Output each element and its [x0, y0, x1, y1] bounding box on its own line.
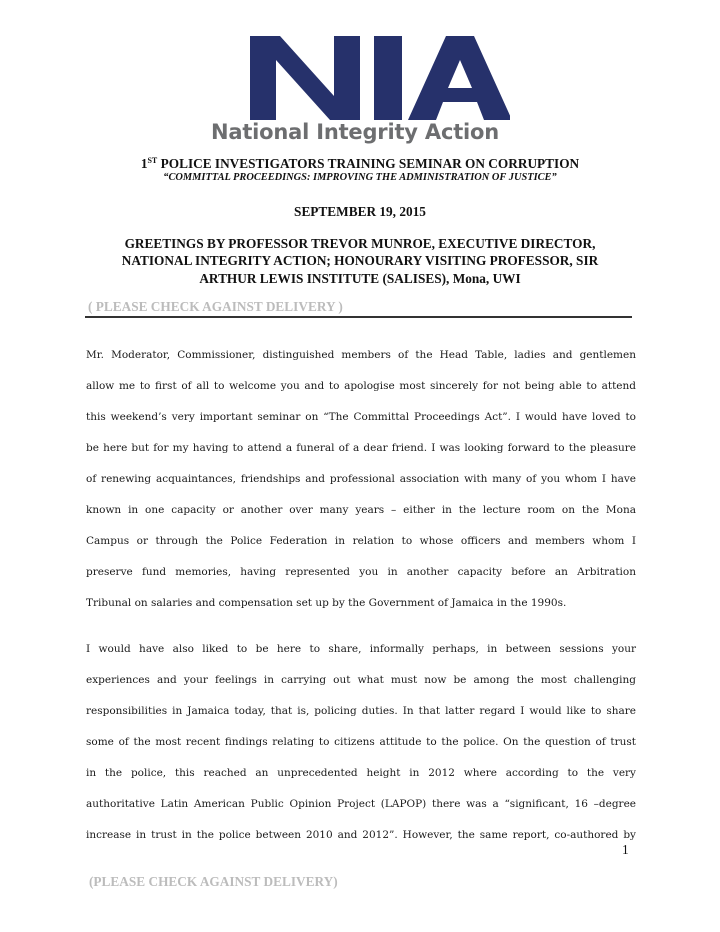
text-line: preserve fund memories, having represented you in another capacity before an Arbitration [86, 566, 636, 578]
header-divider [85, 316, 632, 318]
text-line: Mr. Moderator, Commissioner, distinguished members of the Head Table, ladies and gentlemen [86, 349, 636, 361]
text-line: some of the most recent findings relating to citizens attitude to the police. On the question of trust [86, 736, 636, 748]
greetings-line: ARTHUR LEWIS INSTITUTE (SALISES), Mona, UWI [199, 270, 521, 286]
text-line: Campus or through the Police Federation in relation to whose officers and members whom I [86, 535, 636, 547]
paragraph [86, 634, 636, 851]
check-against-delivery-bottom: (PLEASE CHECK AGAINST DELIVERY) [89, 874, 338, 889]
text-line: this weekend’s very important seminar on “The Committal Proceedings Act”. I would have loved to [86, 411, 636, 423]
greetings-line: NATIONAL INTEGRITY ACTION; HONOURARY VISITING PROFESSOR, SIR [121, 253, 599, 269]
text-line: experiences and your feelings in carrying out what must now be among the most challenging [86, 674, 636, 686]
check-against-delivery-top: ( PLEASE CHECK AGAINST DELIVERY ) [88, 299, 343, 314]
text-line: be here but for my having to attend a funeral of a dear friend. I was looking forward to the pleasure [86, 442, 636, 454]
text-line: Tribunal on salaries and compensation set up by the Government of Jamaica in the 1990s. [86, 597, 567, 609]
greetings-line: GREETINGS BY PROFESSOR TREVOR MUNROE, EXECUTIVE DIRECTOR, [124, 236, 596, 251]
speech-body [86, 340, 636, 851]
page-number: 1 [622, 842, 629, 857]
text-line: I would have also liked to be here to share, informally perhaps, in between sessions your [86, 643, 636, 655]
text-line: of renewing acquaintances, friendships and professional association with many of you whom I have [86, 473, 636, 485]
nia-logo-letters [198, 34, 510, 122]
nia-logo-tagline: National Integrity Action [210, 120, 500, 144]
text-line: in the police, this reached an unprecedented height in 2012 where according to the very [86, 767, 636, 779]
text-line: known in one capacity or another over many years – either in the lecture room on the Mona [86, 504, 636, 516]
greetings-heading [0, 235, 720, 287]
seminar-date: SEPTEMBER 19, 2015 [294, 204, 426, 219]
text-line: allow me to first of all to welcome you and to apologise most sincerely for not being able to attend [86, 380, 636, 392]
seminar-subtitle: “COMMITTAL PROCEEDINGS: IMPROVING THE ADMINISTRATION OF JUSTICE” [163, 172, 557, 183]
text-line: responsibilities in Jamaica today, that is, policing duties. In that latter regard I would like to share [86, 705, 636, 717]
nia-logo [198, 34, 510, 146]
seminar-title: 1ST POLICE INVESTIGATORS TRAINING SEMINAR ON CORRUPTION [140, 156, 580, 171]
text-line: increase in trust in the police between 2010 and 2012”. However, the same report, co-authored by [86, 829, 636, 841]
paragraph [86, 340, 636, 619]
text-line: authoritative Latin American Public Opinion Project (LAPOP) there was a “significant, 16 –degree [86, 798, 636, 810]
